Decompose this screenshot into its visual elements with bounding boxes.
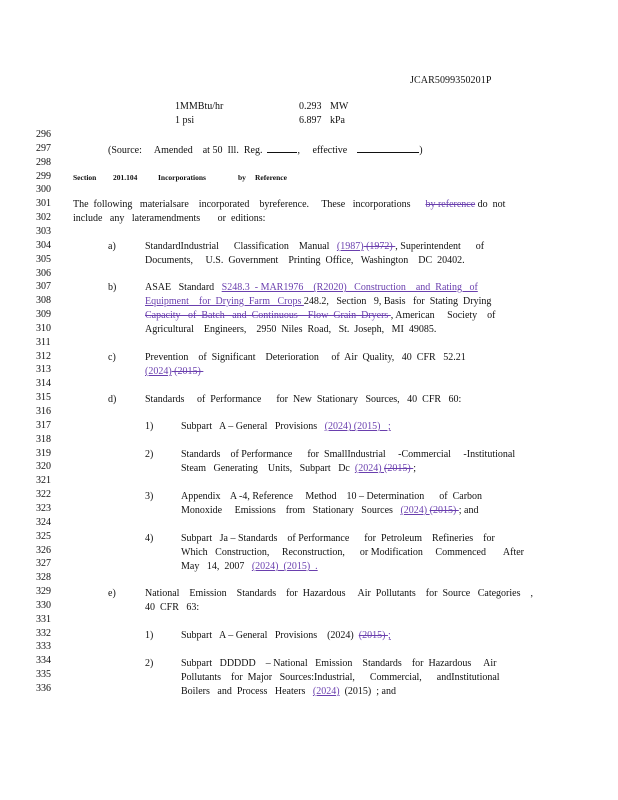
conversion-unit-1: 1MMBtu/hr [175, 101, 224, 112]
item-text: 248.2, Section 9, Basis for Stating Drying [303, 296, 492, 307]
item-d1-line-1 [181, 421, 391, 432]
inserted-text: (2024) [324, 421, 352, 432]
item-e-marker: e) [108, 588, 116, 599]
line-number: 335 [36, 669, 51, 681]
inserted-text: Equipment for Drying Farm Crops [145, 296, 304, 307]
source-close: ) [419, 145, 423, 156]
item-b-line-3 [145, 310, 496, 321]
line-number: 305 [36, 253, 51, 265]
line-number: 311 [36, 336, 51, 348]
line-number: 333 [36, 641, 51, 653]
inserted-text: (2015) ; [351, 421, 391, 432]
item-e1-line-1 [181, 630, 391, 641]
item-a-line-2: Documents, U.S. Government Printing Office, Washington DC 20402. [145, 255, 465, 266]
section-title-3: Reference [255, 173, 287, 182]
line-number: 307 [36, 281, 51, 293]
item-text: , American Society of [390, 310, 496, 321]
inserted-text: (2024) [400, 505, 430, 516]
line-number: 325 [36, 530, 51, 542]
line-number: 308 [36, 295, 51, 307]
line-number: 331 [36, 613, 51, 625]
item-d4-line-3 [181, 561, 318, 572]
item-d3-line-2 [181, 505, 479, 516]
section-title-2: by [238, 173, 246, 182]
intro-line-2: include any lateramendments or editions: [73, 213, 266, 224]
item-e2-marker: 2) [145, 658, 154, 669]
item-e-line-2: 40 CFR 63: [145, 602, 200, 613]
intro-text: The following materialsare incorporated byreference. These incorporations [73, 199, 411, 210]
item-e1-marker: 1) [145, 630, 154, 641]
effective-blank [357, 143, 419, 153]
conversion-metric-1: MW [330, 101, 349, 112]
item-text: Monoxide Emissions from Stationary Sources [181, 505, 401, 516]
line-number: 312 [36, 350, 51, 362]
item-d2-line-2 [181, 463, 416, 474]
item-text: StandardIndustrial Classification Manual [145, 241, 337, 252]
line-number: 329 [36, 586, 51, 598]
deleted-text: Capacity of Batch and Continuous Flow Grain Dryers [145, 310, 391, 321]
item-e-line-1: National Emission Standards for Hazardous Air Pollutants for Source Categories , [145, 588, 533, 599]
inserted-text: ; [387, 630, 391, 641]
item-text: Subpart A – General Provisions [181, 421, 325, 432]
item-text: , Superintendent of [395, 241, 485, 252]
line-number: 304 [36, 239, 51, 251]
line-number: 316 [36, 406, 51, 417]
section-number: 201.104 [113, 173, 138, 182]
conversion-value-1: 0.293 [299, 101, 322, 112]
item-text: ; and [458, 505, 479, 516]
item-d2-marker: 2) [145, 449, 154, 460]
line-number: 318 [36, 433, 51, 445]
item-text: (2015) ; and [339, 686, 396, 697]
deleted-text: by reference [425, 199, 476, 210]
line-number: 317 [36, 419, 51, 431]
deleted-text: (2015) [384, 463, 414, 474]
line-number: 322 [36, 489, 51, 501]
conversion-metric-2: kPa [330, 115, 345, 126]
item-d3-marker: 3) [145, 491, 154, 502]
document-id: JCAR5099350201P [410, 75, 492, 86]
reg-blank [267, 143, 297, 153]
line-number: 320 [36, 461, 51, 473]
item-text: Boilers and Process Heaters [181, 686, 313, 697]
item-text: Steam Generating Units, Subpart Dc [181, 463, 355, 474]
line-number: 299 [36, 170, 51, 182]
line-number: 303 [36, 225, 51, 237]
line-number: 314 [36, 378, 51, 390]
item-a-line-1 [145, 241, 484, 252]
line-number: 328 [36, 572, 51, 584]
item-text: Subpart A – General Provisions (2024) [181, 630, 359, 641]
conversion-value-2: 6.897 [299, 115, 322, 126]
line-number: 302 [36, 212, 51, 224]
item-d4-line-1: Subpart Ja – Standards of Performance for Petroleum Refineries for [181, 533, 495, 544]
item-d-marker: d) [108, 394, 117, 405]
deleted-text: (2015) [171, 366, 204, 377]
line-number: 321 [36, 475, 51, 487]
inserted-text: (2024) [312, 686, 340, 697]
item-e2-line-2: Pollutants for Major Sources:Industrial, Commercial, andInstitutional [181, 672, 500, 683]
source-effective: effective [312, 145, 348, 156]
inserted-text: (2024) [251, 561, 279, 572]
line-number: 336 [36, 683, 51, 694]
item-text: ASAE Standard [145, 282, 222, 293]
line-number: 300 [36, 184, 51, 196]
source-amended: Amended [153, 145, 193, 156]
line-number: 313 [36, 364, 51, 376]
item-text: ; [413, 463, 416, 474]
line-number: 301 [36, 198, 51, 210]
inserted-text: S248.3 - MAR1976 (R2020) Construction and Rating of [221, 282, 478, 293]
item-c-marker: c) [108, 352, 116, 363]
line-number: 309 [36, 309, 51, 321]
inserted-text: (2024) [145, 366, 172, 377]
item-c-line-1: Prevention of Significant Deterioration of Air Quality, 40 CFR 52.21 [145, 352, 466, 363]
item-a-marker: a) [108, 241, 116, 252]
item-d1-marker: 1) [145, 421, 154, 432]
line-number: 298 [36, 156, 51, 168]
inserted-text: (1987) [336, 241, 364, 252]
line-number: 327 [36, 558, 51, 570]
conversion-unit-2: 1 psi [175, 115, 195, 126]
line-number: 306 [36, 267, 51, 279]
line-number: 326 [36, 544, 51, 556]
item-e2-line-1: Subpart DDDDD – National Emission Standards for Hazardous Air [181, 658, 497, 669]
item-b-line-4: Agricultural Engineers, 2950 Niles Road, St. Joseph, MI 49085. [145, 324, 437, 335]
line-number: 323 [36, 502, 51, 514]
line-number: 310 [36, 322, 51, 334]
item-e2-line-3 [181, 686, 396, 697]
inserted-text: (2024) [354, 463, 385, 474]
item-d4-line-2: Which Construction, Reconstruction, or Modification Commenced After [181, 547, 524, 558]
item-d-line-1: Standards of Performance for New Stationary Sources, 40 CFR 60: [145, 394, 462, 405]
intro-text-end: do not [475, 199, 506, 210]
deleted-text: (2015) [429, 505, 459, 516]
section-label: Section [73, 173, 97, 182]
line-number: 324 [36, 516, 51, 528]
line-number: 296 [36, 129, 51, 140]
line-number: 330 [36, 599, 51, 611]
item-b-marker: b) [108, 282, 117, 293]
item-b-line-1 [145, 282, 478, 293]
line-number: 319 [36, 447, 51, 459]
item-d4-marker: 4) [145, 533, 154, 544]
source-comma: , [297, 145, 300, 156]
deleted-text: (2015) [358, 630, 388, 641]
source-open: (Source: [108, 145, 142, 156]
item-text: May 14, 2007 [181, 561, 252, 572]
line-number: 315 [36, 392, 51, 404]
deleted-text: (1972) [363, 241, 396, 252]
section-title-1: Incorporations [158, 173, 206, 182]
source-note [108, 143, 423, 156]
inserted-text: (2015) . [278, 561, 318, 572]
line-number: 297 [36, 142, 51, 154]
line-number: 332 [36, 627, 51, 639]
item-c-line-2 [145, 366, 203, 377]
item-d2-line-1: Standards of Performance for SmallIndustrial -Commercial -Institutional [181, 449, 516, 460]
source-reg: at 50 Ill. Reg. [202, 145, 263, 156]
item-d3-line-1: Appendix A -4, Reference Method 10 – Determination of Carbon [181, 491, 483, 502]
item-b-line-2 [145, 296, 491, 307]
line-number: 334 [36, 655, 51, 667]
intro-line-1 [73, 199, 505, 210]
